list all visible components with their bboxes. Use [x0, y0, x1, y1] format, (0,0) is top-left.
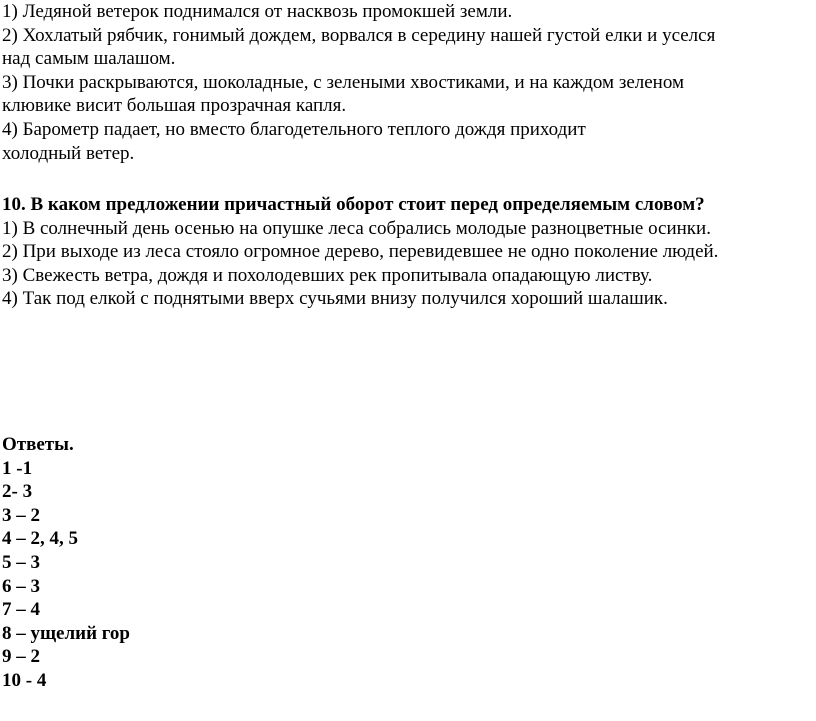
answer-item: 10 - 4 [2, 669, 47, 691]
option-line: 1) В солнечный день осенью на опушке леса собрались молодые разноцветные осинки. [2, 217, 711, 239]
option-line: холодный ветер. [2, 142, 135, 164]
answers-section [2, 433, 814, 693]
question-10 [2, 193, 814, 311]
option-line: клювике висит большая прозрачная капля. [2, 95, 347, 117]
option-line: 3) Почки раскрываются, шоколадные, с зелеными хвостиками, и на каждом зеленом [2, 71, 685, 93]
option-line: 2) При выходе из леса стояло огромное дерево, перевидевшее не одно поколение людей. [2, 241, 719, 263]
answer-item: 6 – 3 [2, 575, 40, 597]
answer-item: 3 – 2 [2, 504, 40, 526]
answer-item: 4 – 2, 4, 5 [2, 528, 78, 550]
answer-item: 7 – 4 [2, 599, 40, 621]
option-line: 4) Барометр падает, но вместо благодетельного теплого дождя приходит [2, 118, 586, 140]
answer-item: 2- 3 [2, 481, 33, 503]
question-title: 10. В каком предложении причастный оборот стоит перед определяемым словом? [2, 194, 705, 215]
option-line: 2) Хохлатый рябчик, гонимый дождем, ворвался в середину нашей густой елки и уселся [2, 24, 716, 46]
answer-item: 8 – ущелий гор [2, 622, 130, 644]
option-line: 3) Свежесть ветра, дождя и похолодевших рек пропитывала опадающую листву. [2, 264, 653, 286]
question-9-options [2, 0, 814, 165]
answer-item: 1 -1 [2, 457, 33, 479]
answer-item: 5 – 3 [2, 551, 40, 573]
option-line: 1) Ледяной ветерок поднимался от насквозь промокшей земли. [2, 1, 513, 22]
answer-item: 9 – 2 [2, 646, 40, 668]
answers-heading: Ответы. [2, 434, 74, 455]
option-line: 4) Так под елкой с поднятыми вверх сучьями внизу получился хороший шалашик. [2, 288, 668, 310]
option-line: над самым шалашом. [2, 48, 176, 70]
